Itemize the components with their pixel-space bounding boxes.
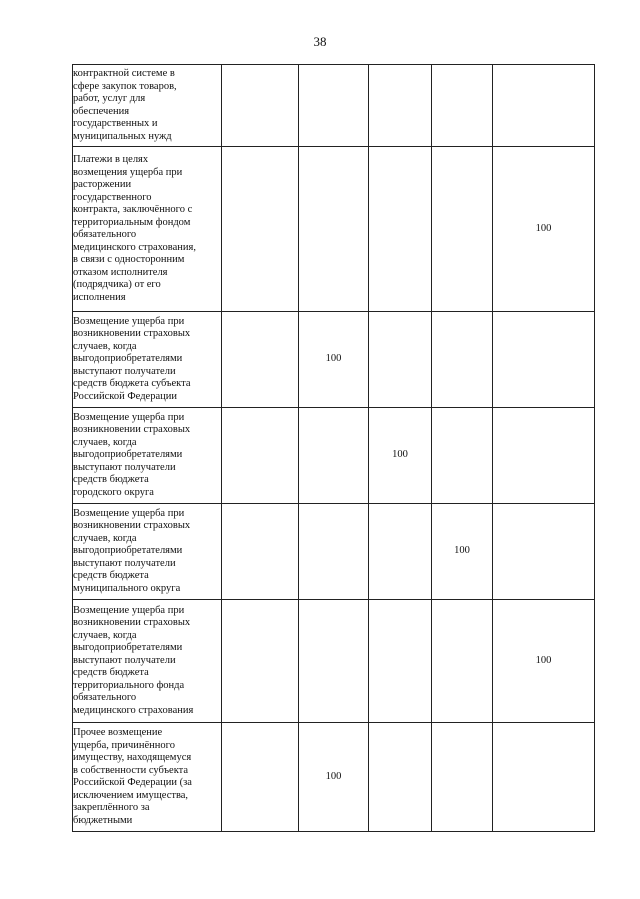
- page-number: 38: [313, 34, 327, 49]
- percentage-cell: [369, 723, 432, 832]
- description-line: городского округа: [73, 486, 154, 498]
- description-line: Прочее возмещение: [73, 727, 163, 738]
- description-line: медицинского страхования,: [73, 241, 196, 253]
- percentage-cell: [432, 147, 493, 312]
- description-line: муниципального округа: [73, 582, 181, 594]
- revenue-description-cell: [73, 408, 222, 504]
- revenue-description-cell: [73, 147, 222, 312]
- description-line: в собственности субъекта: [73, 764, 189, 776]
- percentage-cell: [493, 312, 595, 408]
- percentage-cell: 100: [299, 723, 369, 832]
- percentage-cell: [299, 504, 369, 600]
- percentage-cell: [432, 408, 493, 504]
- percentage-cell: [222, 408, 299, 504]
- percentage-cell: [222, 65, 299, 147]
- percentage-cell: [299, 408, 369, 504]
- percentage-cell: 100: [493, 600, 595, 723]
- percentage-cell: [493, 723, 595, 832]
- percentage-cell: [222, 504, 299, 600]
- percentage-cell: [222, 312, 299, 408]
- percentage-cell: [432, 723, 493, 832]
- description-line: медицинского страхования: [73, 704, 194, 716]
- table-row: [73, 408, 595, 504]
- percentage-cell: [299, 65, 369, 147]
- description-line: в связи с односторонним: [73, 254, 185, 265]
- percentage-cell: [369, 65, 432, 147]
- description-line: Возмещение ущерба при: [73, 507, 185, 519]
- description-line: возмещения ущерба при: [73, 166, 183, 178]
- description-line: государственных и: [73, 118, 158, 129]
- description-line: выгодоприобретателями: [73, 545, 183, 557]
- percentage-cell: [432, 65, 493, 147]
- description-line: выгодоприобретателями: [73, 642, 183, 654]
- description-line: средств бюджета: [73, 667, 149, 679]
- percentage-cell: [299, 147, 369, 312]
- description-line: средств бюджета: [73, 570, 149, 582]
- description-line: выгодоприобретателями: [73, 449, 183, 461]
- description-line: средств бюджета: [73, 474, 149, 486]
- percentage-cell: [222, 147, 299, 312]
- description-line: муниципальных нужд: [73, 130, 172, 142]
- description-line: расторжении: [73, 179, 132, 190]
- description-line: бюджетными: [73, 814, 133, 826]
- percentage-cell: [493, 504, 595, 600]
- description-line: выступают получатели: [73, 654, 176, 666]
- table-row: [73, 65, 595, 147]
- revenue-description-cell: [73, 312, 222, 408]
- budget-allocation-table: [72, 64, 595, 832]
- description-line: выступают получатели: [73, 365, 176, 377]
- description-line: контракта, заключённого с: [73, 204, 193, 215]
- percentage-cell: [369, 600, 432, 723]
- revenue-description-cell: [73, 65, 222, 147]
- description-line: сфере закупок товаров,: [73, 80, 177, 92]
- description-line: Российской Федерации (за: [73, 777, 192, 788]
- table-row: [73, 147, 595, 312]
- description-line: средств бюджета субъекта: [73, 378, 191, 390]
- percentage-cell: 100: [369, 408, 432, 504]
- description-line: Платежи в целях: [73, 154, 149, 165]
- table-row: [73, 312, 595, 408]
- percentage-cell: [369, 147, 432, 312]
- description-line: Российской Федерации: [73, 390, 177, 402]
- percentage-cell: 100: [432, 504, 493, 600]
- description-line: отказом исполнителя: [73, 266, 168, 278]
- description-line: контрактной системе в: [73, 68, 175, 79]
- description-line: закреплённого за: [73, 802, 150, 813]
- description-line: Возмещение ущерба при: [73, 604, 185, 616]
- description-line: ущерба, причинённого: [73, 739, 175, 751]
- percentage-cell: [222, 600, 299, 723]
- revenue-description-cell: [73, 723, 222, 832]
- description-line: возникновении страховых: [73, 520, 191, 532]
- description-line: работ, услуг для: [73, 93, 146, 104]
- description-line: обязательного: [73, 692, 137, 704]
- percentage-cell: 100: [493, 147, 595, 312]
- percentage-cell: [369, 504, 432, 600]
- description-line: выступают получатели: [73, 461, 176, 473]
- description-line: случаев, когда: [73, 436, 137, 448]
- description-line: случаев, когда: [73, 340, 137, 352]
- description-line: случаев, когда: [73, 532, 137, 544]
- percentage-cell: [299, 600, 369, 723]
- description-line: территориальным фондом: [73, 216, 191, 228]
- description-line: возникновении страховых: [73, 328, 191, 340]
- percentage-cell: [432, 312, 493, 408]
- description-line: территориального фонда: [73, 679, 185, 691]
- description-line: (подрядчика) от его: [73, 279, 161, 290]
- percentage-cell: [369, 312, 432, 408]
- description-line: имуществу, находящемуся: [73, 752, 192, 763]
- table-row: [73, 504, 595, 600]
- description-line: государственного: [73, 191, 152, 203]
- revenue-description-cell: [73, 504, 222, 600]
- percentage-cell: [222, 723, 299, 832]
- table-row: [73, 723, 595, 832]
- description-line: случаев, когда: [73, 629, 137, 641]
- description-line: Возмещение ущерба при: [73, 315, 185, 327]
- description-line: возникновении страховых: [73, 617, 191, 629]
- revenue-description-cell: [73, 600, 222, 723]
- table-row: [73, 600, 595, 723]
- description-line: возникновении страховых: [73, 424, 191, 436]
- percentage-cell: [432, 600, 493, 723]
- percentage-cell: [493, 65, 595, 147]
- description-line: обязательного: [73, 229, 137, 240]
- description-line: выгодоприобретателями: [73, 353, 183, 365]
- description-line: исполнения: [73, 291, 126, 303]
- percentage-cell: 100: [299, 312, 369, 408]
- description-line: исключением имущества,: [73, 789, 189, 801]
- description-line: выступают получатели: [73, 557, 176, 569]
- description-line: обеспечения: [73, 105, 130, 117]
- percentage-cell: [493, 408, 595, 504]
- description-line: Возмещение ущерба при: [73, 411, 185, 423]
